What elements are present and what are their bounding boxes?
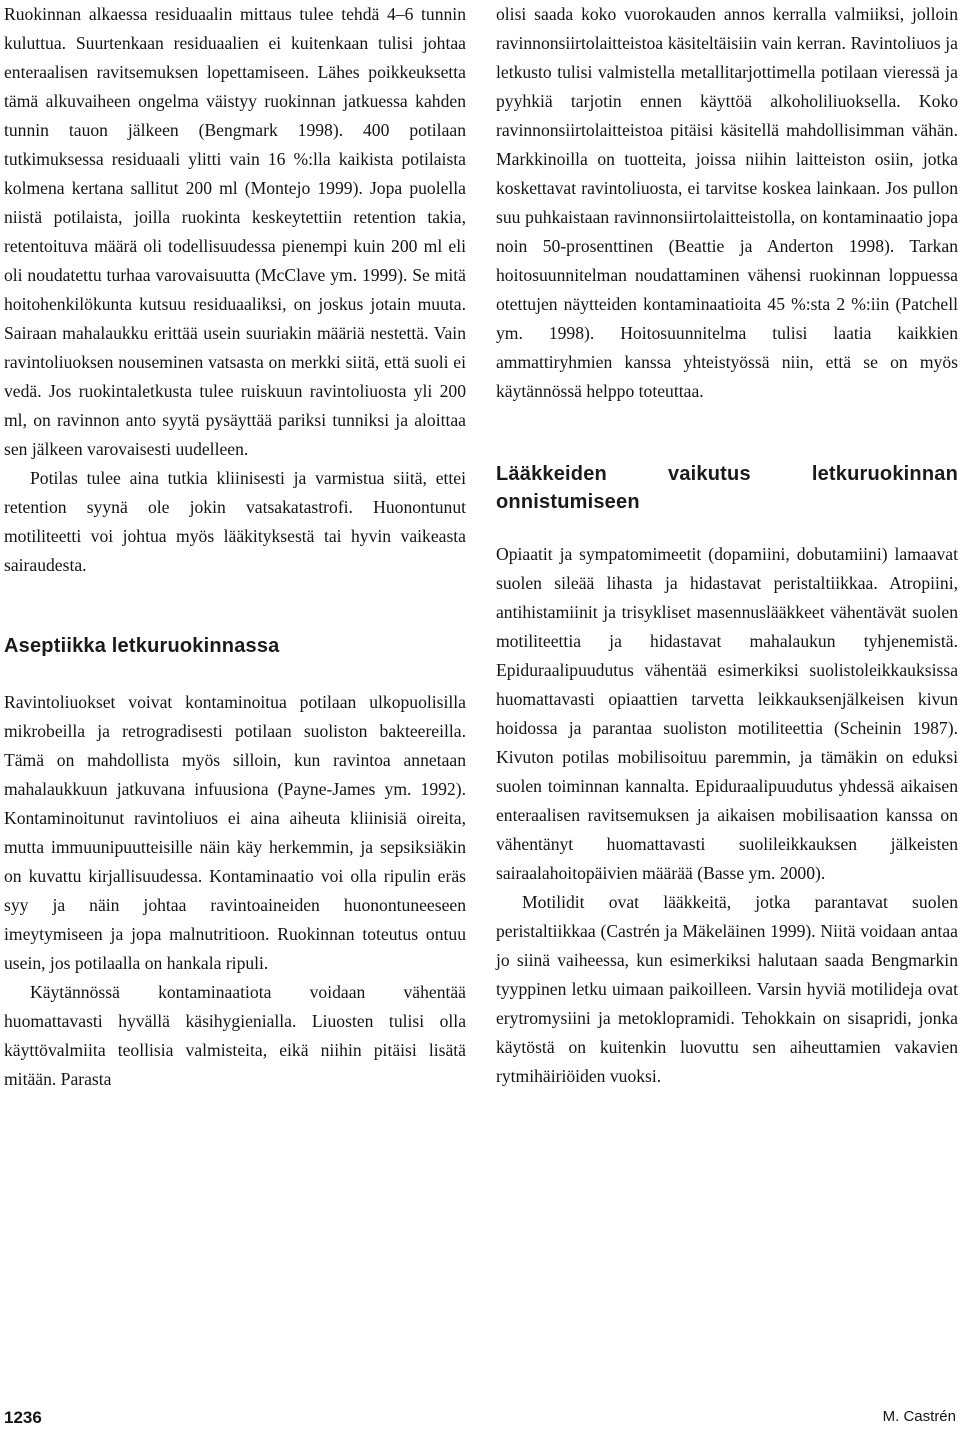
section-heading: Aseptiikka letkuruokinnassa <box>4 635 280 657</box>
body-paragraph: Käytännössä kontaminaatiota voidaan vähentää huomattavasti hyvällä käsihygienialla. Liuosten tulisi olla käyttövalmiita teollisia valmisteita, eikä niihin pitäisi lisätä mitään. Parasta <box>4 982 466 1089</box>
body-paragraph: Motilidit ovat lääkkeitä, jotka parantavat suolen peristaltiikkaa (Castrén ja Mäkeläinen 1999). Niitä voidaan antaa jo siinä vaiheessa, kun esimerkiksi halutaan saada Bengmarkin tyyppinen letku uimaan paikoilleen. Varsin hyviä motilideja ovat erytromysiini ja metoklopramidi. Tehokkain on sisapridi, jonka käytöstä on kuitenkin luovuttu sen aiheuttamien vakavien rytmihäiriöiden vuoksi. <box>496 892 958 1086</box>
body-paragraph: olisi saada koko vuorokauden annos kerralla valmiiksi, jolloin ravinnonsiirtolaitteistoa käsiteltäisiin vain kerran. Ravintoliuos ja letkusto tulisi valmistella metallitarjottimella potilaan vieressä ja pyyhkiä tarjotin ennen käyttöä alkoholiliuoksella. Koko ravinnonsiirtolaitteistoa pitäisi käsitellä mahdollisimman vähän. Markkinoilla on tuotteita, joissa niihin laitteiston osiin, jotka koskettavat ravintoliuosta, ei tarvitse koskea lainkaan. Jos pullon suu puhkaistaan ravinnonsiirtolaitteistolla, on kontaminaatio jopa noin 50-prosenttinen (Beattie ja Anderton 1998). Tarkan hoitosuunnitelman noudattaminen vähensi ruokinnan loppuessa otettujen näytteiden kontaminaatioita 45 %:sta 2 %:iin (Patchell ym. 1998). Hoitosuunnitelma tulisi laatia kaikkien ammattiryhmien kanssa yhteistyössä niin, että se on myös käytännössä helppo toteuttaa. <box>496 4 958 401</box>
section-heading: Lääkkeiden vaikutus letkuruokinnan onnistumiseen <box>496 463 958 513</box>
page-number: 1236 <box>4 1408 42 1427</box>
page-footer <box>4 1408 956 1430</box>
left-column <box>4 0 466 1094</box>
body-paragraph: Ruokinnan alkaessa residuaalin mittaus tulee tehdä 4–6 tunnin kuluttua. Suurtenkaan residuaalien ei kuitenkaan tulisi johtaa enteraalisen ravitsemuksen lopettamiseen. Lähes poikkeuksetta tämä alkuvaiheen ongelma väistyy ruokinnan jatkuessa kahden tunnin tauon jälkeen (Bengmark 1998). 400 potilaan tutkimuksessa residuaali ylitti vain 16 %:lla kaikista potilaista kolmena kertana sallitut 200 ml (Montejo 1999). Jopa puolella niistä potilaista, joilla ruokinta keskeytettiin retention takia, retentoituva määrä oli todellisuudessa pienempi kuin 200 ml eli oli noudatettu turhaa varovaisuutta (McClave ym. 1999). Se mitä hoitohenkilökunta kutsuu residuaaliksi, on joskus jotain muuta. Sairaan mahalaukku erittää usein suuriakin määriä nestettä. Vain ravintoliuoksen nouseminen vatsasta on merkki siitä, että suoli ei vedä. Jos ruokintaletkusta tulee ruiskuun ravintoliuosta yli 200 ml, on ravinnon anto syytä pysäyttää pariksi tunniksi ja aloittaa sen jälkeen varovaisesti uudelleen. <box>4 4 466 459</box>
body-paragraph: Opiaatit ja sympatomimeetit (dopamiini, dobutamiini) lamaavat suolen sileää lihasta ja hidastavat peristaltiikkaa. Atropiini, antihistamiinit ja trisykliset masennuslääkkeet vähentävät suolen motiliteettia ja hidastavat mahalaukun tyhjenemistä. Epiduraalipuudutus vähentää esimerkiksi suolistoleikkauksissa huomattavasti opiaattien tarvetta leikkauksenjälkeisen kivun hoidossa ja parantaa suoliston motiliteettia (Scheinin 1987). Kivuton potilas mobilisoituu paremmin, ja tämäkin on eduksi suolen toiminnan kannalta. Epiduraalipuudutus yhdessä aikaisen enteraalisen ravitsemuksen ja aikaisen mobilisaation kanssa on vähentänyt huomattavasti suolileikkauksen jälkeisten sairaalahoitopäivien määrää (Basse ym. 2000). <box>496 544 958 883</box>
body-paragraph: Ravintoliuokset voivat kontaminoitua potilaan ulkopuolisilla mikrobeilla ja retrogradisesti potilaan suoliston bakteereilla. Tämä on mahdollista myös silloin, kun ravintoa annetaan mahalaukkuun jatkuvana infuusiona (Payne-James ym. 1992). Kontaminoitunut ravintoliuos ei aina aiheuta kliinisiä oireita, mutta immuunipuutteisille näin käy herkemmin, ja sepsiksiäkin on kuvattu kirjallisuudessa. Kontaminaatio voi olla ripulin eräs syy ja näin johtaa ravintoaineiden huonontuneeseen imeytymiseen ja jopa malnutritioon. Ruokinnan toteutus ontuu usein, jos potilaalla on hankala ripuli. <box>4 692 466 973</box>
right-column <box>496 0 958 1091</box>
body-paragraph: Potilas tulee aina tutkia kliinisesti ja varmistua siitä, ettei retention syynä ole jokin vatsakatastrofi. Huonontunut motiliteetti voi johtua myös lääkityksestä tai hyvin vaikeasta sairaudesta. <box>4 468 466 575</box>
running-author: M. Castrén <box>882 1408 956 1425</box>
